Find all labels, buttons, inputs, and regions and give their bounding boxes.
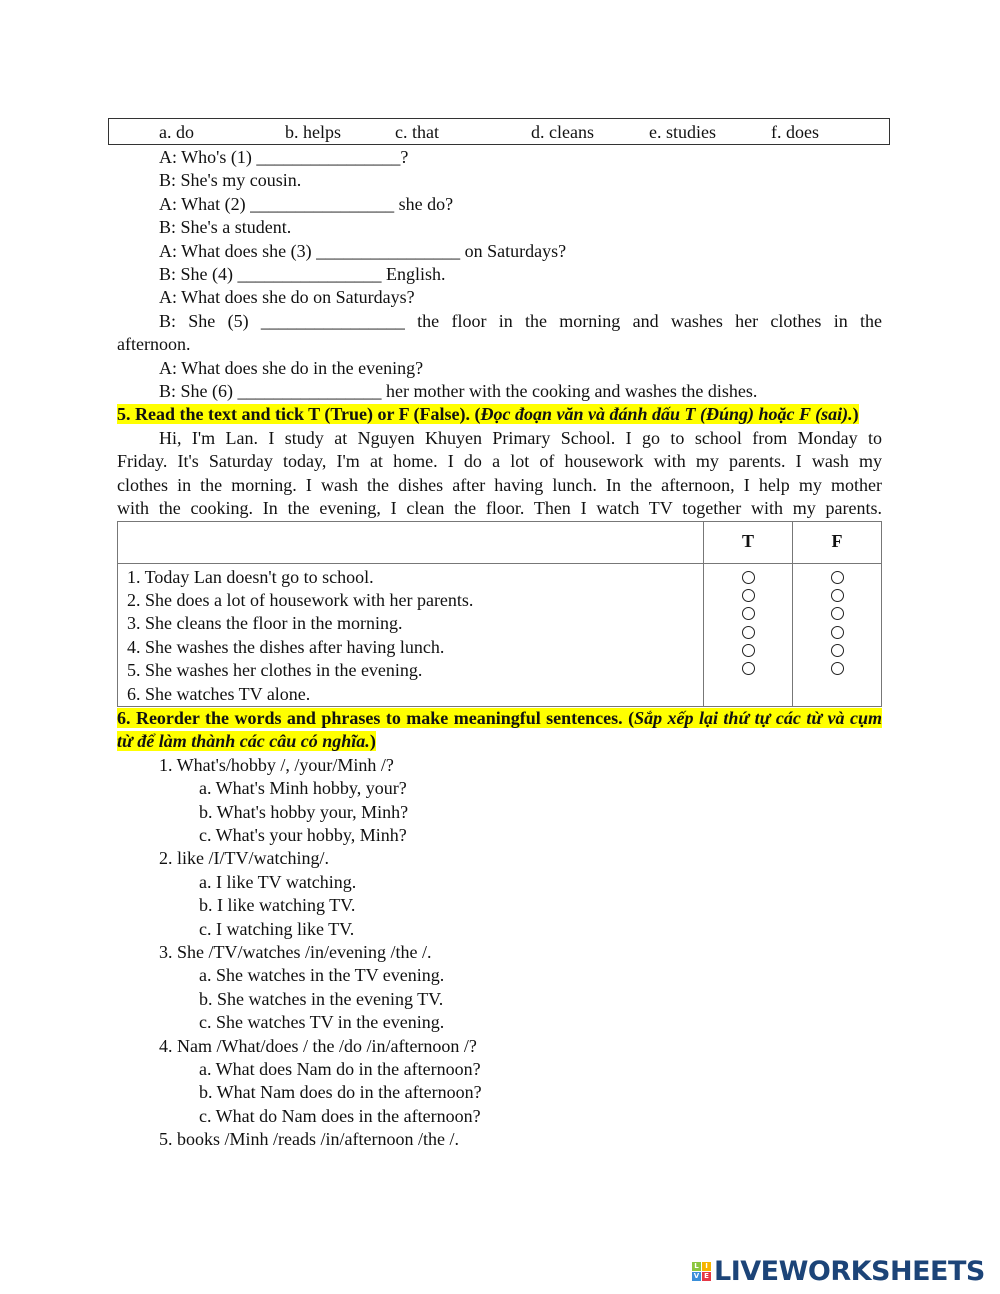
logo-tile: E: [702, 1272, 711, 1281]
true-options: [704, 563, 793, 706]
logo-tile: I: [702, 1262, 711, 1271]
dialogue-line: B: She (5) ________________ the floor in the morning and washes her clothes in the: [159, 310, 882, 331]
statement: 6. She watches TV alone.: [127, 683, 311, 704]
heading-translation: Sắp xếp lại thứ tự các từ và cụm từ để làm thành các câu có nghĩa.: [117, 707, 882, 752]
false-options: [793, 563, 882, 706]
dialogue: [117, 146, 882, 403]
question-prompt: 1. What's/hobby /, /your/Minh /?: [159, 754, 394, 775]
question-prompt: 2. like /I/TV/watching/.: [159, 848, 329, 869]
word-option: b. helps: [285, 122, 341, 142]
true-radio[interactable]: [742, 571, 755, 584]
answer-option[interactable]: c. What's your hobby, Minh?: [199, 824, 407, 845]
true-radio[interactable]: [742, 589, 755, 602]
statement: 1. Today Lan doesn't go to school.: [127, 566, 374, 587]
dialogue-line: A: What does she (3) ________________ on Saturdays?: [159, 240, 567, 261]
logo-text: LIVEWORKSHEETS: [714, 1256, 985, 1287]
answer-option[interactable]: a. What's Minh hobby, your?: [199, 778, 407, 799]
answer-option[interactable]: c. What do Nam does in the afternoon?: [199, 1105, 481, 1126]
statements-cell: [118, 563, 704, 706]
statement: 4. She washes the dishes after having lunch.: [127, 636, 445, 657]
statement: 5. She washes her clothes in the evening.: [127, 660, 423, 681]
answer-option[interactable]: a. She watches in the TV evening.: [199, 965, 445, 986]
true-false-table: [117, 521, 882, 707]
word-option: f. does: [771, 122, 819, 142]
answer-option[interactable]: b. I like watching TV.: [199, 895, 356, 916]
false-radio[interactable]: [831, 626, 844, 639]
passage-line: Friday. It's Saturday today, I'm at home. I do a lot of housework with my parents. I wash my: [117, 451, 882, 472]
word-option: c. that: [395, 122, 439, 142]
false-radio[interactable]: [831, 571, 844, 584]
question-prompt: 3. She /TV/watches /in/evening /the /.: [159, 942, 432, 962]
question-prompt: 5. books /Minh /reads /in/afternoon /the /.: [159, 1129, 459, 1150]
statement: 2. She does a lot of housework with her parents.: [127, 589, 474, 610]
dialogue-line: B: She's my cousin.: [159, 170, 302, 191]
true-radio[interactable]: [742, 607, 755, 620]
answer-option[interactable]: a. I like TV watching.: [199, 871, 357, 892]
answer-option[interactable]: b. She watches in the evening TV.: [199, 988, 444, 1009]
false-radio[interactable]: [831, 662, 844, 675]
heading-end: ): [852, 404, 859, 425]
dialogue-line: B: She (6) ________________ her mother with the cooking and washes the dishes.: [159, 381, 758, 402]
statement-header: [118, 521, 704, 563]
word-bank: [108, 118, 890, 145]
logo-tile: L: [692, 1262, 701, 1271]
false-header: F: [793, 521, 882, 563]
section-6-heading: [117, 707, 882, 754]
logo-tiles-icon: [692, 1262, 711, 1281]
true-header: T: [704, 521, 793, 563]
dialogue-line: A: What does she do on Saturdays?: [159, 287, 415, 308]
heading-text: 5. Read the text and tick T (True) or F (False). (: [117, 404, 481, 425]
heading-translation: Đọc đoạn văn và đánh dấu T (Đúng) hoặc F (sai).: [480, 404, 853, 425]
word-option: a. do: [159, 122, 194, 142]
logo-tile: V: [693, 1272, 700, 1280]
heading-end: ): [369, 731, 376, 752]
word-option: e. studies: [649, 122, 716, 142]
answer-option[interactable]: c. I watching like TV.: [199, 918, 355, 939]
reading-passage: [117, 427, 882, 521]
word-option: d. cleans: [531, 122, 594, 142]
dialogue-line: A: Who's (1) ________________?: [159, 147, 409, 167]
true-radio[interactable]: [742, 626, 755, 639]
question-prompt: 4. Nam /What/does / the /do /in/afternoon /?: [159, 1035, 477, 1056]
section-5-heading: [117, 403, 882, 426]
liveworksheets-logo: [692, 1256, 985, 1287]
reorder-questions: [117, 754, 882, 1152]
dialogue-line: B: She's a student.: [159, 217, 292, 238]
answer-option[interactable]: a. What does Nam do in the afternoon?: [199, 1059, 481, 1080]
dialogue-line: B: She (4) ________________ English.: [159, 264, 446, 285]
true-radio[interactable]: [742, 662, 755, 675]
false-radio[interactable]: [831, 644, 844, 657]
statement: 3. She cleans the floor in the morning.: [127, 613, 403, 634]
dialogue-line: A: What (2) ________________ she do?: [159, 193, 454, 214]
answer-option[interactable]: b. What's hobby your, Minh?: [199, 801, 409, 822]
passage-line: with the cooking. In the evening, I clean the floor. Then I watch TV together with my parents.: [117, 498, 882, 519]
answer-option[interactable]: b. What Nam does do in the afternoon?: [199, 1082, 482, 1103]
true-radio[interactable]: [742, 644, 755, 657]
heading-text: 6. Reorder the words and phrases to make meaningful sentences. (: [117, 707, 635, 728]
passage-line: Hi, I'm Lan. I study at Nguyen Khuyen Primary School. I go to school from Monday to: [159, 427, 882, 448]
answer-option[interactable]: c. She watches TV in the evening.: [199, 1012, 445, 1033]
dialogue-line: A: What does she do in the evening?: [159, 357, 424, 378]
dialogue-line: afternoon.: [117, 334, 191, 355]
passage-line: clothes in the morning. I wash the dishes after having lunch. In the afternoon, I help my mother: [117, 474, 882, 495]
false-radio[interactable]: [831, 607, 844, 620]
false-radio[interactable]: [831, 589, 844, 602]
